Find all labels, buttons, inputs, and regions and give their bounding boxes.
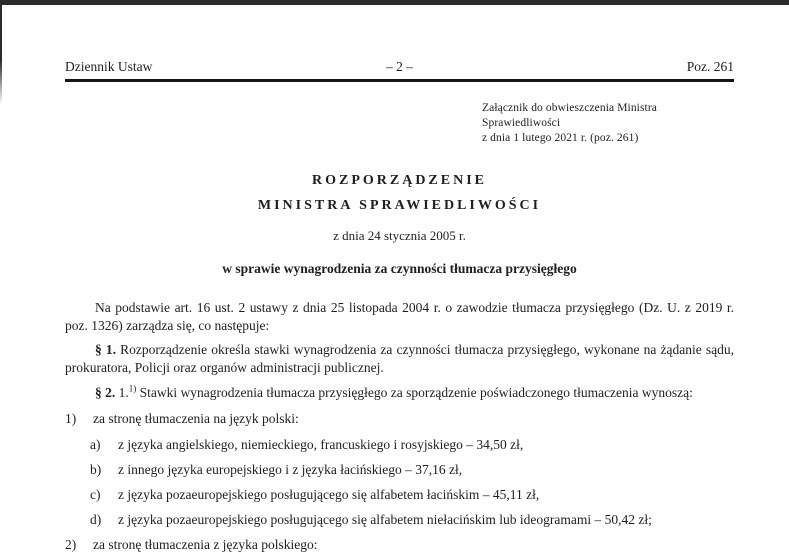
list-subitem <box>65 436 734 453</box>
page-header <box>65 59 734 82</box>
legal-basis-paragraph: Na podstawie art. 16 ust. 2 ustawy z dnia 25 listopada 2004 r. o zawodzie tłumacza przysięgłego (Dz. U. z 2019 r. poz. 1326) zarządza się, co następuje: <box>65 300 734 333</box>
list-subitem-text: z innego języka europejskiego i z języka łacińskiego – 37,16 zł, <box>118 462 463 477</box>
document-content <box>65 0 734 553</box>
paragraph-1-text: Rozporządzenie określa stawki wynagrodzenia za czynności tłumacza przysięgłego, wykonane na żądanie sądu, prokuratora, Policji oraz organów administracji publicznej. <box>65 342 735 375</box>
document-subject: w sprawie wynagrodzenia za czynności tłumacza przysięgłego <box>222 261 577 276</box>
paragraph-2-label: § 2. <box>95 385 116 400</box>
list-item-text: za stronę tłumaczenia na język polski: <box>93 411 299 426</box>
attachment-note-line1: Załącznik do obwieszczenia Ministra Sprawiedliwości <box>482 102 657 129</box>
paragraph-2-text: Stawki wynagrodzenia tłumacza przysięgłego za sporządzenie poświadczonego tłumaczenia wynoszą: <box>136 385 693 400</box>
journal-name: Dziennik Ustaw <box>65 59 153 74</box>
footnote-marker: 1) <box>128 383 137 394</box>
paragraph-1 <box>65 341 734 377</box>
list-subitem <box>65 461 734 478</box>
list-subitem-text: z języka angielskiego, niemieckiego, francuskiego i rosyjskiego – 34,50 zł, <box>118 437 524 452</box>
list-item <box>65 410 734 427</box>
paragraph-2-number: 1. <box>115 385 129 400</box>
page-number: – 2 – <box>386 59 413 74</box>
document-date: z dnia 24 stycznia 2005 r. <box>333 228 466 243</box>
list-item-text: za stronę tłumaczenia z języka polskiego: <box>93 537 318 552</box>
list-subitem-marker: c) <box>90 487 101 502</box>
list-subitem-text: z języka pozaeuropejskiego posługującego się alfabetem niełacińskim lub ideogramami – 50,42 zł; <box>118 512 652 527</box>
list-subitem-text: z języka pozaeuropejskiego posługującego się alfabetem łacińskim – 45,11 zł, <box>118 487 540 502</box>
title-block <box>65 173 734 277</box>
list-subitem-marker: b) <box>90 462 102 477</box>
list-item-marker: 1) <box>65 411 77 426</box>
list-subitem-marker: a) <box>90 437 101 452</box>
paragraph-1-label: § 1. <box>95 342 117 357</box>
list-subitem <box>65 511 734 528</box>
position-number: Poz. 261 <box>686 59 734 74</box>
paragraph-2 <box>65 384 734 402</box>
scan-artifact-left-strip <box>0 5 2 105</box>
issuing-authority-title: MINISTRA SPRAWIEDLIWOŚCI <box>257 198 542 213</box>
list-item-marker: 2) <box>65 537 77 552</box>
list-item <box>65 536 734 553</box>
document-type-title: ROZPORZĄDZENIE <box>311 173 488 188</box>
list-subitem <box>65 486 734 503</box>
rates-list <box>65 410 734 553</box>
attachment-note-line2: z dnia 1 lutego 2021 r. (poz. 261) <box>482 132 639 144</box>
list-subitem-marker: d) <box>90 512 102 527</box>
attachment-note <box>482 101 734 146</box>
